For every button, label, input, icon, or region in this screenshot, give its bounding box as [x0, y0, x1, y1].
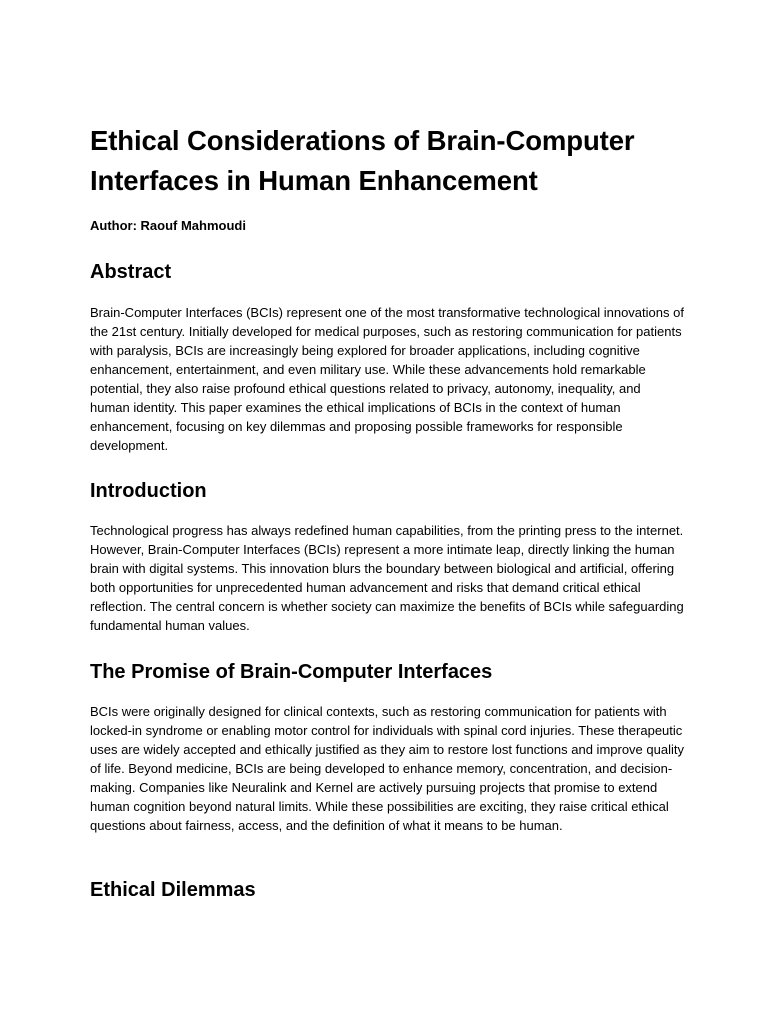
section-heading-promise: The Promise of Brain-Computer Interfaces [90, 661, 493, 683]
section-body-abstract: Brain-Computer Interfaces (BCIs) represent one of the most transformative technological innovations of the 21st century. Initially developed for medical purposes, such as restoring communication for patients with paralysis, BCIs are increasingly being explored for broader applications, including cognitive enhancement, entertainment, and even military use. While these advancements hold remarkable potential, they also raise profound ethical questions related to privacy, autonomy, inequality, and human identity. This paper examines the ethical implications of BCIs in the context of human enhancement, focusing on key dilemmas and proposing possible frameworks for responsible development. [90, 305, 684, 453]
document-title: Ethical Considerations of Brain-Computer Interfaces in Human Enhancement [90, 125, 635, 196]
section-heading-ethical-dilemmas: Ethical Dilemmas [90, 879, 256, 901]
section-body-promise: BCIs were originally designed for clinical contexts, such as restoring communication for patients with locked-in syndrome or enabling motor control for individuals with spinal cord injuries. These therapeutic uses are widely accepted and ethically justified as they aim to restore lost functions and improve quality of life. Beyond medicine, BCIs are being developed to enhance memory, concentration, and decision-making. Companies like Neuralink and Kernel are actively pursuing projects that promise to extend human cognition beyond natural limits. While these possibilities are exciting, they raise critical ethical questions about fairness, access, and the definition of what it means to be human. [90, 704, 684, 833]
section-body-introduction: Technological progress has always redefined human capabilities, from the printing press to the internet. However, Brain-Computer Interfaces (BCIs) represent a more intimate leap, directly linking the human brain with digital systems. This innovation blurs the boundary between biological and artificial, offering both opportunities for unprecedented human advancement and risks that demand critical ethical reflection. The central concern is whether society can maximize the benefits of BCIs while safeguarding fundamental human values. [90, 523, 684, 633]
section-heading-introduction: Introduction [90, 480, 207, 502]
section-heading-abstract: Abstract [90, 261, 172, 283]
author-line: Author: Raouf Mahmoudi [90, 218, 246, 233]
